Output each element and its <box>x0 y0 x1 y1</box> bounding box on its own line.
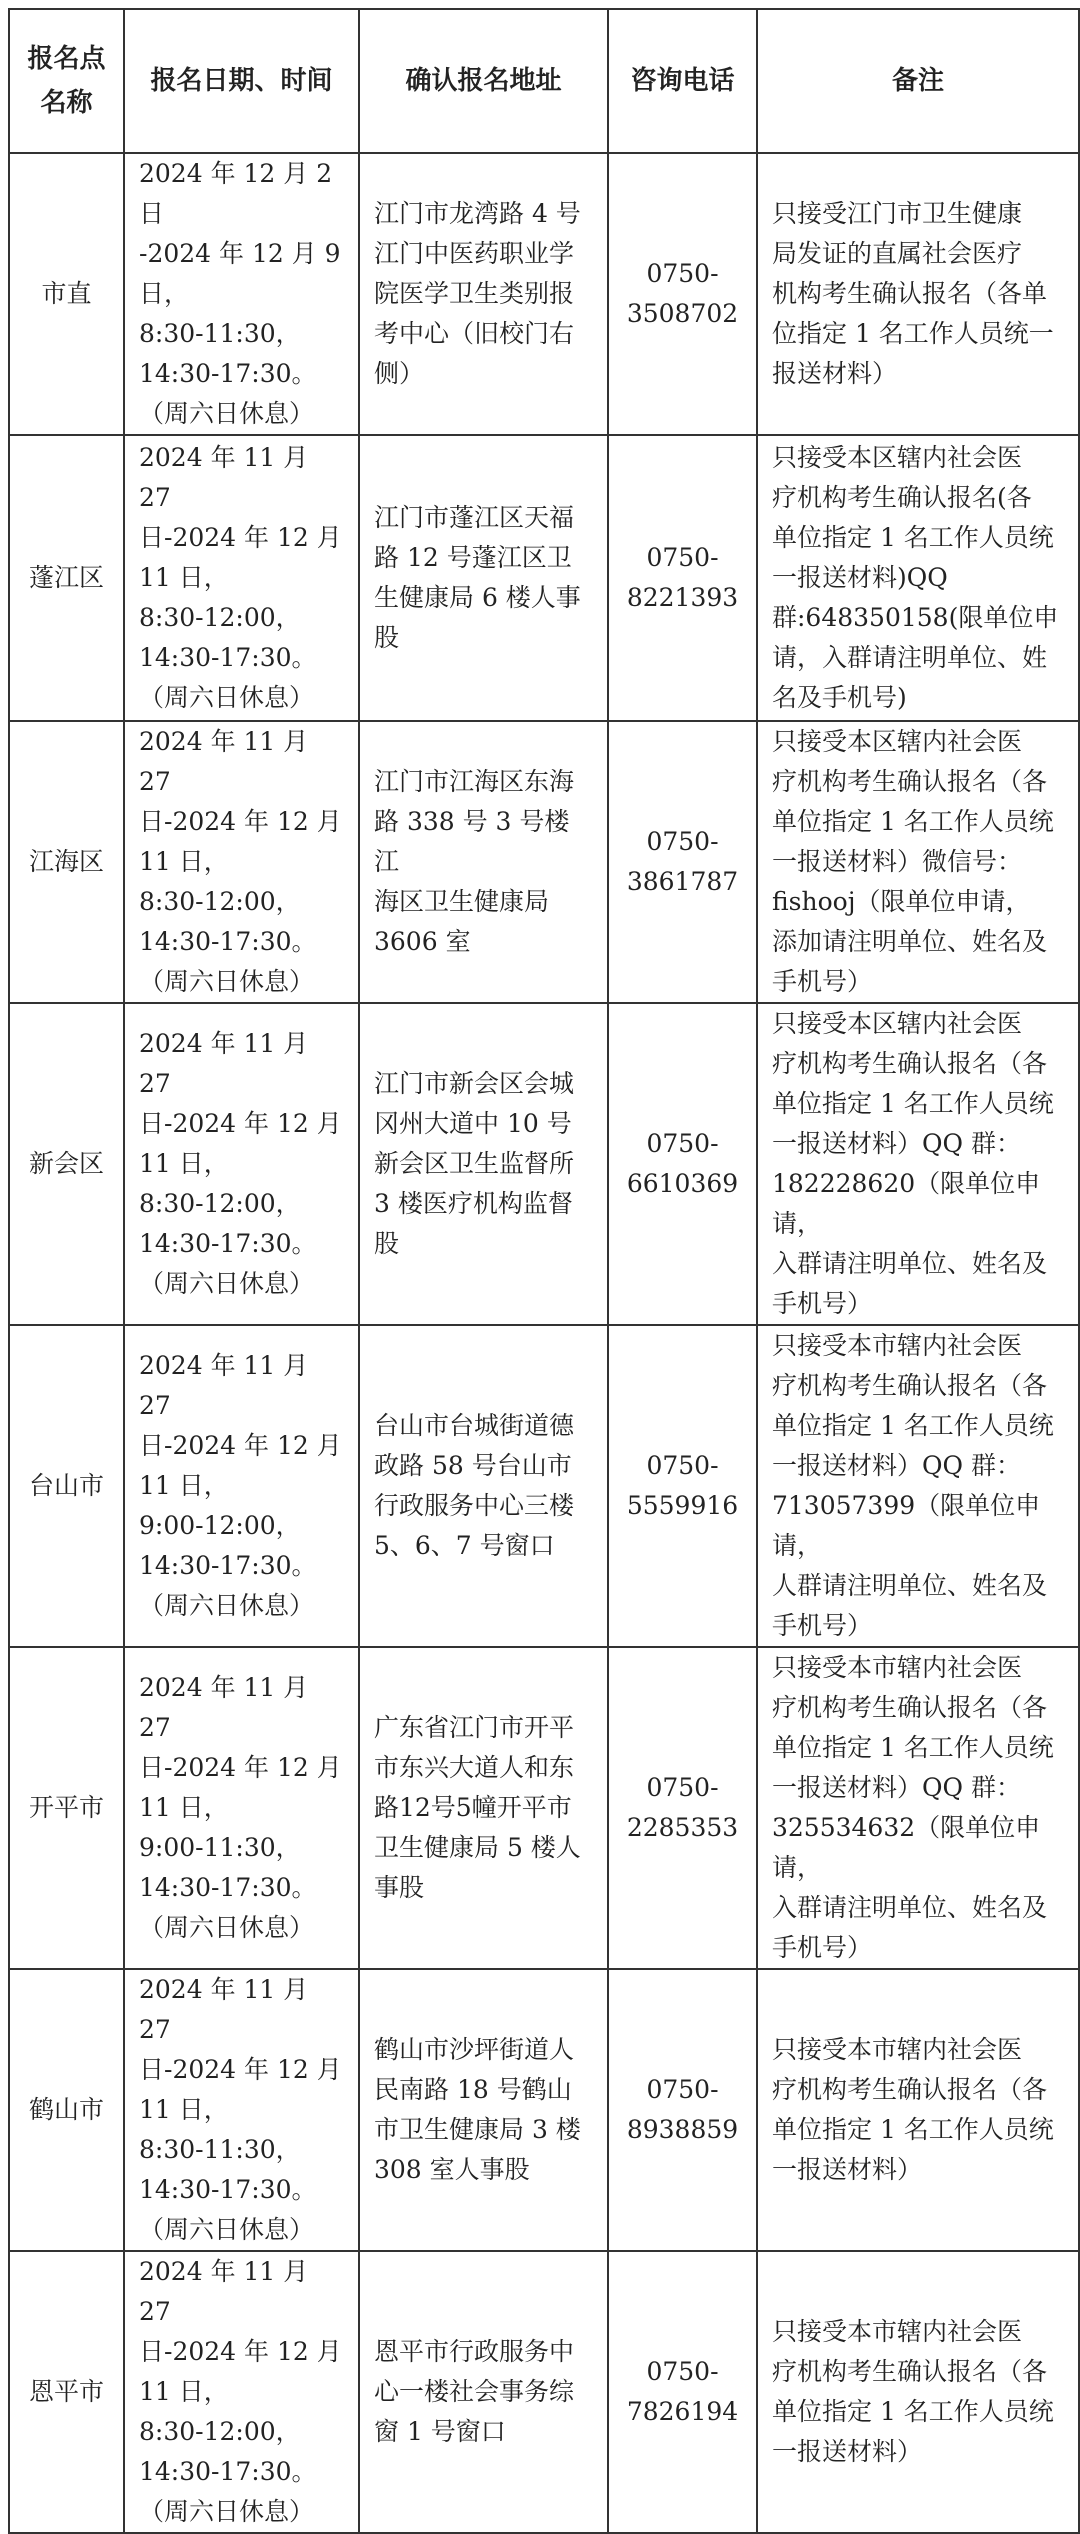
date-time-cell: 2024 年 11 月 27 日-2024 年 12 月 11 日， 8:30-12:00， 14:30-17:30。 （周六日休息） <box>124 2251 359 2533</box>
header-notes: 备注 <box>757 9 1079 153</box>
header-date-time: 报名日期、时间 <box>124 9 359 153</box>
address-cell: 江门市新会区会城 冈州大道中 10 号 新会区卫生监督所 3 楼医疗机构监督 股 <box>359 1003 608 1325</box>
address-cell: 广东省江门市开平 市东兴大道人和东 路12号5幢开平市 卫生健康局 5 楼人 事股 <box>359 1647 608 1969</box>
phone-cell: 0750- 5559916 <box>608 1325 757 1647</box>
phone-cell: 0750- 8938859 <box>608 1969 757 2251</box>
phone-cell: 0750- 3508702 <box>608 153 757 435</box>
address-cell: 江门市蓬江区天福 路 12 号蓬江区卫 生健康局 6 楼人事 股 <box>359 435 608 721</box>
notes-cell: 只接受本市辖内社会医 疗机构考生确认报名（各 单位指定 1 名工作人员统 一报送材料） <box>757 2251 1079 2533</box>
notes-cell: 只接受本市辖内社会医 疗机构考生确认报名（各 单位指定 1 名工作人员统 一报送材料） <box>757 1969 1079 2251</box>
table-row <box>9 1003 1079 1325</box>
notes-cell: 只接受本市辖内社会医 疗机构考生确认报名（各 单位指定 1 名工作人员统 一报送材料）QQ 群： 325534632（限单位申请， 入群请注明单位、姓名及 手机号） <box>757 1647 1079 1969</box>
site-name-cell: 市直 <box>9 153 124 435</box>
table-row <box>9 1325 1079 1647</box>
phone-cell: 0750- 6610369 <box>608 1003 757 1325</box>
table-body <box>9 153 1079 2533</box>
date-time-cell: 2024 年 11 月 27 日-2024 年 12 月 11 日， 9:00-12:00， 14:30-17:30。 （周六日休息） <box>124 1325 359 1647</box>
site-name-cell: 蓬江区 <box>9 435 124 721</box>
table-row <box>9 435 1079 721</box>
date-time-cell: 2024 年 11 月 27 日-2024 年 12 月 11 日， 8:30-12:00， 14:30-17:30。 （周六日休息） <box>124 435 359 721</box>
notes-cell: 只接受本区辖内社会医 疗机构考生确认报名（各 单位指定 1 名工作人员统 一报送材料）微信号： fishooj（限单位申请， 添加请注明单位、姓名及 手机号） <box>757 721 1079 1003</box>
notes-cell: 只接受本市辖内社会医 疗机构考生确认报名（各 单位指定 1 名工作人员统 一报送材料）QQ 群： 713057399（限单位申请， 人群请注明单位、姓名及 手机号） <box>757 1325 1079 1647</box>
notes-cell: 只接受江门市卫生健康 局发证的直属社会医疗 机构考生确认报名（各单 位指定 1 名工作人员统一 报送材料） <box>757 153 1079 435</box>
phone-cell: 0750- 2285353 <box>608 1647 757 1969</box>
phone-cell: 0750- 8221393 <box>608 435 757 721</box>
address-cell: 台山市台城街道德 政路 58 号台山市 行政服务中心三楼 5、6、7 号窗口 <box>359 1325 608 1647</box>
notes-cell: 只接受本区辖内社会医 疗机构考生确认报名(各 单位指定 1 名工作人员统 一报送材料)QQ 群:648350158(限单位申 请，入群请注明单位、姓 名及手机号) <box>757 435 1079 721</box>
phone-cell: 0750- 7826194 <box>608 2251 757 2533</box>
phone-cell: 0750- 3861787 <box>608 721 757 1003</box>
site-name-cell: 新会区 <box>9 1003 124 1325</box>
address-cell: 江门市龙湾路 4 号 江门中医药职业学 院医学卫生类别报 考中心（旧校门右 侧） <box>359 153 608 435</box>
notes-cell: 只接受本区辖内社会医 疗机构考生确认报名（各 单位指定 1 名工作人员统 一报送材料）QQ 群： 182228620（限单位申请， 入群请注明单位、姓名及 手机号） <box>757 1003 1079 1325</box>
table-row <box>9 153 1079 435</box>
table-row <box>9 2251 1079 2533</box>
header-site-name: 报名点 名称 <box>9 9 124 153</box>
date-time-cell: 2024 年 11 月 27 日-2024 年 12 月 11 日， 9:00-11:30， 14:30-17:30。 （周六日休息） <box>124 1647 359 1969</box>
registration-sites-table <box>8 8 1080 2534</box>
header-address: 确认报名地址 <box>359 9 608 153</box>
table-row <box>9 721 1079 1003</box>
header-phone: 咨询电话 <box>608 9 757 153</box>
site-name-cell: 台山市 <box>9 1325 124 1647</box>
date-time-cell: 2024 年 11 月 27 日-2024 年 12 月 11 日， 8:30-12:00， 14:30-17:30。 （周六日休息） <box>124 721 359 1003</box>
table-header-row <box>9 9 1079 153</box>
site-name-cell: 恩平市 <box>9 2251 124 2533</box>
table-row <box>9 1647 1079 1969</box>
date-time-cell: 2024 年 12 月 2 日 -2024 年 12 月 9 日， 8:30-11:30， 14:30-17:30。 （周六日休息） <box>124 153 359 435</box>
table-row <box>9 1969 1079 2251</box>
date-time-cell: 2024 年 11 月 27 日-2024 年 12 月 11 日， 8:30-12:00， 14:30-17:30。 （周六日休息） <box>124 1003 359 1325</box>
site-name-cell: 开平市 <box>9 1647 124 1969</box>
address-cell: 鹤山市沙坪街道人 民南路 18 号鹤山 市卫生健康局 3 楼 308 室人事股 <box>359 1969 608 2251</box>
site-name-cell: 鹤山市 <box>9 1969 124 2251</box>
address-cell: 江门市江海区东海 路 338 号 3 号楼江 海区卫生健康局 3606 室 <box>359 721 608 1003</box>
address-cell: 恩平市行政服务中 心一楼社会事务综 窗 1 号窗口 <box>359 2251 608 2533</box>
date-time-cell: 2024 年 11 月 27 日-2024 年 12 月 11 日， 8:30-11:30， 14:30-17:30。 （周六日休息） <box>124 1969 359 2251</box>
site-name-cell: 江海区 <box>9 721 124 1003</box>
